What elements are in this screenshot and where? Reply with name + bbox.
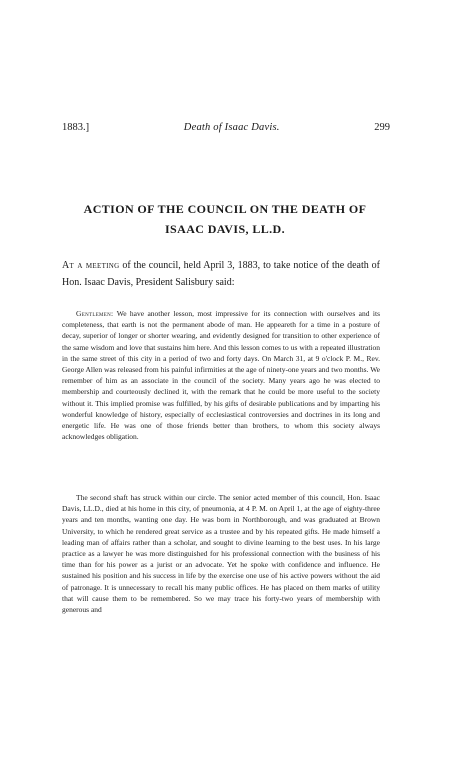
body-paragraph-2	[62, 492, 380, 615]
page-number: 299	[374, 122, 390, 133]
intro-text: of the council, held April 3, 1883, to take notice of the death of Hon. Isaac Davis, President Salisbury said:	[62, 260, 380, 288]
body-paragraph-1	[62, 308, 380, 442]
article-title-line-1: ACTION OF THE COUNCIL ON THE DEATH OF	[83, 202, 367, 216]
running-head-title: Death of Isaac Davis.	[183, 122, 280, 133]
running-head-year: 1883.]	[62, 122, 90, 133]
intro-paragraph	[62, 258, 380, 291]
paragraph-1-lead: Gentlemen:	[76, 309, 114, 318]
intro-lead: At a meeting	[62, 260, 120, 271]
paragraph-2-text: The second shaft has struck within our circle. The senior acted member of this council, Hon. Isaac Davis, LL.D., died at his home in this city, of pneumonia, at 4 P. M. on April 1, at the age of eighty-three years and ten months, wanting one day. He was born in Northborough, and was graduated at Brown University, to which he rendered great service as a trustee and by his repeated gifts. He made himself a leading man of affairs rather than a scholar, and sought to divine learning to the best uses. In his large practice as a lawyer he was more distinguished for his professional connection with the business of his time than for his power as a jurist or an advocate. Yet he spoke with confidence and influence. He sustained his position and his success in life by the exercise one use of his active powers without the aid of patronage. It is unnecessary to recall his many public offices. He has placed on them marks of utility that will cause them to be remembered. So we may trace his forty-two years of membership with generous and	[62, 493, 380, 615]
running-head	[62, 122, 390, 133]
paragraph-1-text: We have another lesson, most impressive for its connection with ourselves and its completeness, that earth is not the permanent abode of man. He appeareth for a time in a posture of decay, superior of longer or shorter wearing, and evidently designed for transition to other experience of the same wisdom and love that sustains him here. And this lesson comes to us with a repeated illustration in the same street of this city in a period of two and forty days. On March 31, at 9 o'clock P. M., Rev. George Allen was released from his painful infirmities at the age of ninety-one years and two months. We remember of him as an associate in the council of the society. Many years ago he was elected to membership and courteously declined it, with the remark that he could be more useful to the society without it. This implied promise was fulfilled, by his gifts of desirable publications and by imparting his wonderful knowledge of history, especially of ecclesiastical controversies and doctrines in its long and energetic life. He was one of those friends better than brothers, to whom this society always acknowledges obligation.	[62, 309, 380, 442]
article-title-line-2: ISAAC DAVIS, LL.D.	[164, 222, 285, 236]
